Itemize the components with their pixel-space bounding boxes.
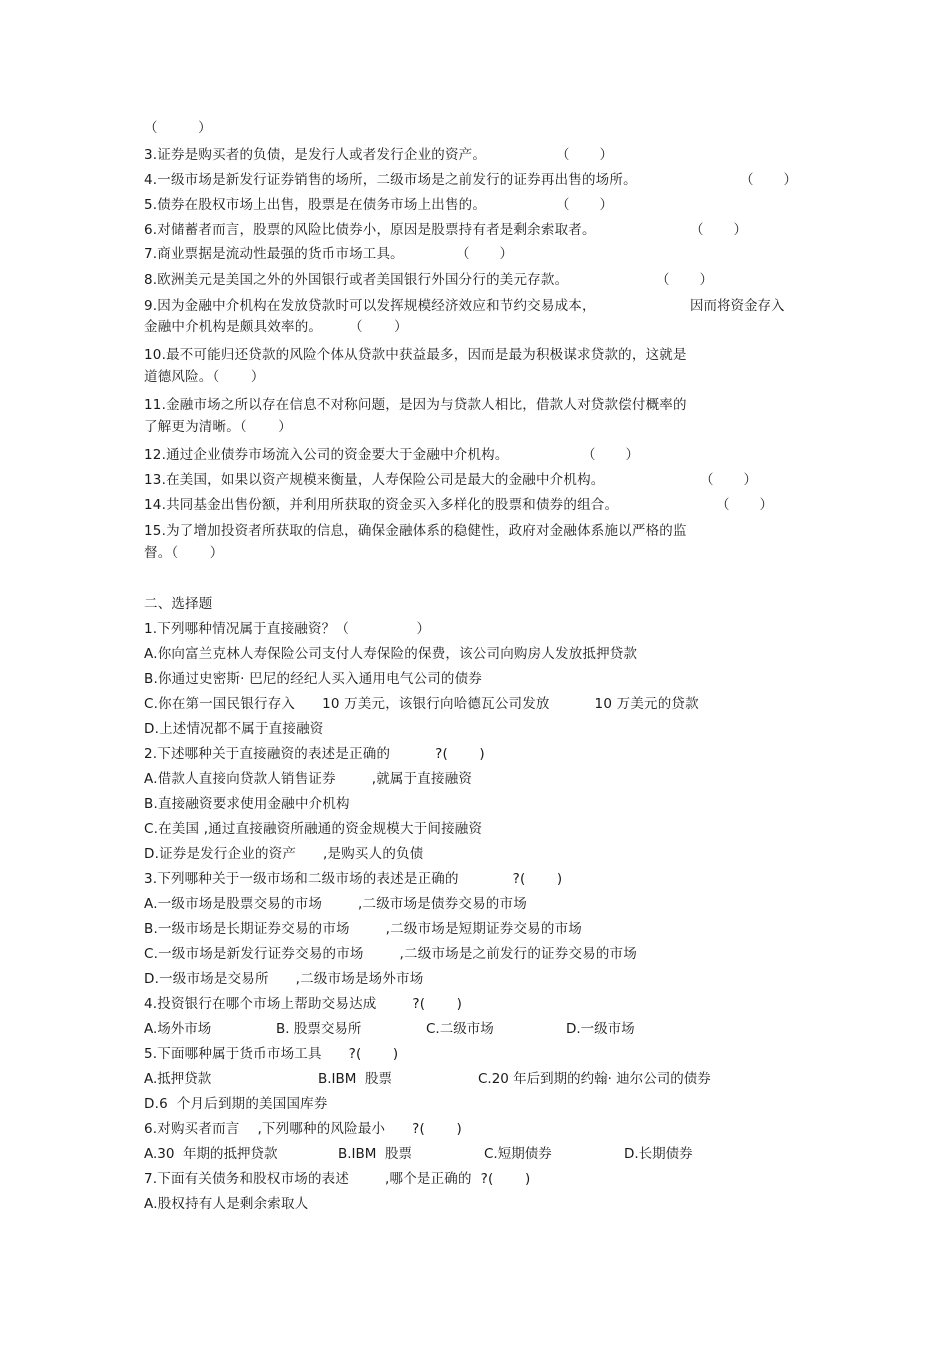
tf-answer-blank-6: （ ） [690, 222, 748, 238]
tf-answer-blank-3: （ ） [556, 147, 614, 163]
mc-option-1b: B.你通过史密斯· 巴尼的经纪人买入通用电气公司的债券 [144, 671, 483, 687]
mc-question-5: 5.下面哪种属于货币市场工具 ?( ) [144, 1046, 399, 1062]
section-heading-choice: 二、选择题 [144, 596, 213, 612]
mc-option-3b: B.一级市场是长期证券交易的市场 ,二级市场是短期证券交易的市场 [144, 921, 582, 937]
tf-question-15-line1: 15.为了增加投资者所获取的信息，确保金融体系的稳健性，政府对金融体系施以严格的监 [144, 523, 687, 539]
tf-answer-blank-5: （ ） [556, 197, 614, 213]
tf-question-9-line1-end: 因而将资金存入 [690, 298, 785, 314]
tf-question-7: 7.商业票据是流动性最强的货币市场工具。 [144, 246, 404, 262]
mc-option-2b: B.直接融资要求使用金融中介机构 [144, 796, 350, 812]
mc-option-2d: D.证券是发行企业的资产 ,是购买人的负债 [144, 846, 424, 862]
tf-question-10-line2: 道德风险。（ ） [144, 369, 265, 385]
tf-answer-blank-4: （ ） [740, 172, 798, 188]
mc-option-3c: C.一级市场是新发行证券交易的市场 ,二级市场是之前发行的证券交易的市场 [144, 946, 637, 962]
tf-question-11-line2: 了解更为清晰。（ ） [144, 419, 292, 435]
mc-option-6d: D.长期债券 [624, 1146, 693, 1162]
tf-question-13: 13.在美国，如果以资产规模来衡量，人寿保险公司是最大的金融中介机构。 [144, 472, 605, 488]
mc-option-4a: A.场外市场 [144, 1021, 212, 1037]
tf-answer-blank-13: （ ） [700, 472, 758, 488]
tf-question-14: 14.共同基金出售份额，并利用所获取的资金买入多样化的股票和债券的组合。 [144, 497, 619, 513]
mc-question-4: 4.投资银行在哪个市场上帮助交易达成 ?( ) [144, 996, 463, 1012]
tf-question-10-line1: 10.最不可能归还贷款的风险个体从贷款中获益最多，因而是最为积极谋求贷款的，这就是 [144, 347, 687, 363]
mc-option-6c: C.短期债券 [484, 1146, 552, 1162]
tf-answer-blank-12: （ ） [582, 447, 640, 463]
tf-question-9-line1: 9.因为金融中介机构在发放贷款时可以发挥规模经济效应和节约交易成本， [144, 298, 596, 314]
mc-option-5a: A.抵押贷款 [144, 1071, 212, 1087]
tf-question-4: 4.一级市场是新发行证券销售的场所，二级市场是之前发行的证券再出售的场所。 [144, 172, 637, 188]
mc-option-5d: D.6 个月后到期的美国国库券 [144, 1096, 328, 1112]
tf-question-5: 5.债券在股权市场上出售，股票是在债务市场上出售的。 [144, 197, 487, 213]
mc-question-2: 2.下述哪种关于直接融资的表述是正确的 ?( ) [144, 746, 485, 762]
mc-option-5c: C.20 年后到期的约翰· 迪尔公司的债券 [478, 1071, 711, 1087]
tf-question-8: 8.欧洲美元是美国之外的外国银行或者美国银行外国分行的美元存款。 [144, 272, 569, 288]
mc-option-4d: D.一级市场 [566, 1021, 635, 1037]
mc-option-5b: B.IBM 股票 [318, 1071, 393, 1087]
mc-option-4b: B. 股票交易所 [276, 1021, 362, 1037]
mc-option-7a: A.股权持有人是剩余索取人 [144, 1196, 309, 1212]
tf-question-11-line1: 11.金融市场之所以存在信息不对称问题，是因为与贷款人相比，借款人对贷款偿付概率的 [144, 397, 687, 413]
mc-option-4c: C.二级市场 [426, 1021, 494, 1037]
mc-option-3d: D.一级市场是交易所 ,二级市场是场外市场 [144, 971, 424, 987]
tf-question-15-line2: 督。（ ） [144, 545, 224, 561]
mc-option-1d: D.上述情况都不属于直接融资 [144, 721, 324, 737]
tf-question-9-line2: 金融中介机构是颇具效率的。 （ ） [144, 319, 408, 335]
mc-option-6a: A.30 年期的抵押贷款 [144, 1146, 278, 1162]
tf-answer-blank-8: （ ） [656, 272, 714, 288]
mc-question-1: 1.下列哪种情况属于直接融资？（ ） [144, 621, 431, 637]
tf-answer-blank-14: （ ） [716, 497, 774, 513]
mc-option-1a: A.你向富兰克林人寿保险公司支付人寿保险的保费，该公司向购房人发放抵押贷款 [144, 646, 638, 662]
mc-question-3: 3.下列哪种关于一级市场和二级市场的表述是正确的 ?( ) [144, 871, 563, 887]
tf-question-6: 6.对储蓄者而言，股票的风险比债券小，原因是股票持有者是剩余索取者。 [144, 222, 596, 238]
mc-option-3a: A.一级市场是股票交易的市场 ,二级市场是债券交易的市场 [144, 896, 527, 912]
mc-question-7: 7.下面有关债务和股权市场的表述 ,哪个是正确的 ?( ) [144, 1171, 531, 1187]
mc-option-2c: C.在美国 ,通过直接融资所融通的资金规模大于间接融资 [144, 821, 483, 837]
mc-option-1c: C.你在第一国民银行存入 10 万美元，该银行向哈德瓦公司发放 10 万美元的贷款 [144, 696, 699, 712]
tf-answer-blank-7: （ ） [456, 246, 514, 262]
tf-question-3: 3.证券是购买者的负债，是发行人或者发行企业的资产。 [144, 147, 487, 163]
mc-option-6b: B.IBM 股票 [338, 1146, 413, 1162]
mc-question-6: 6.对购买者而言 ,下列哪种的风险最小 ?( ) [144, 1121, 462, 1137]
tf-question-12: 12.通过企业债券市场流入公司的资金要大于金融中介机构。 [144, 447, 509, 463]
q2-answer-blank: （ ） [144, 120, 212, 136]
mc-option-2a: A.借款人直接向贷款人销售证券 ,就属于直接融资 [144, 771, 473, 787]
